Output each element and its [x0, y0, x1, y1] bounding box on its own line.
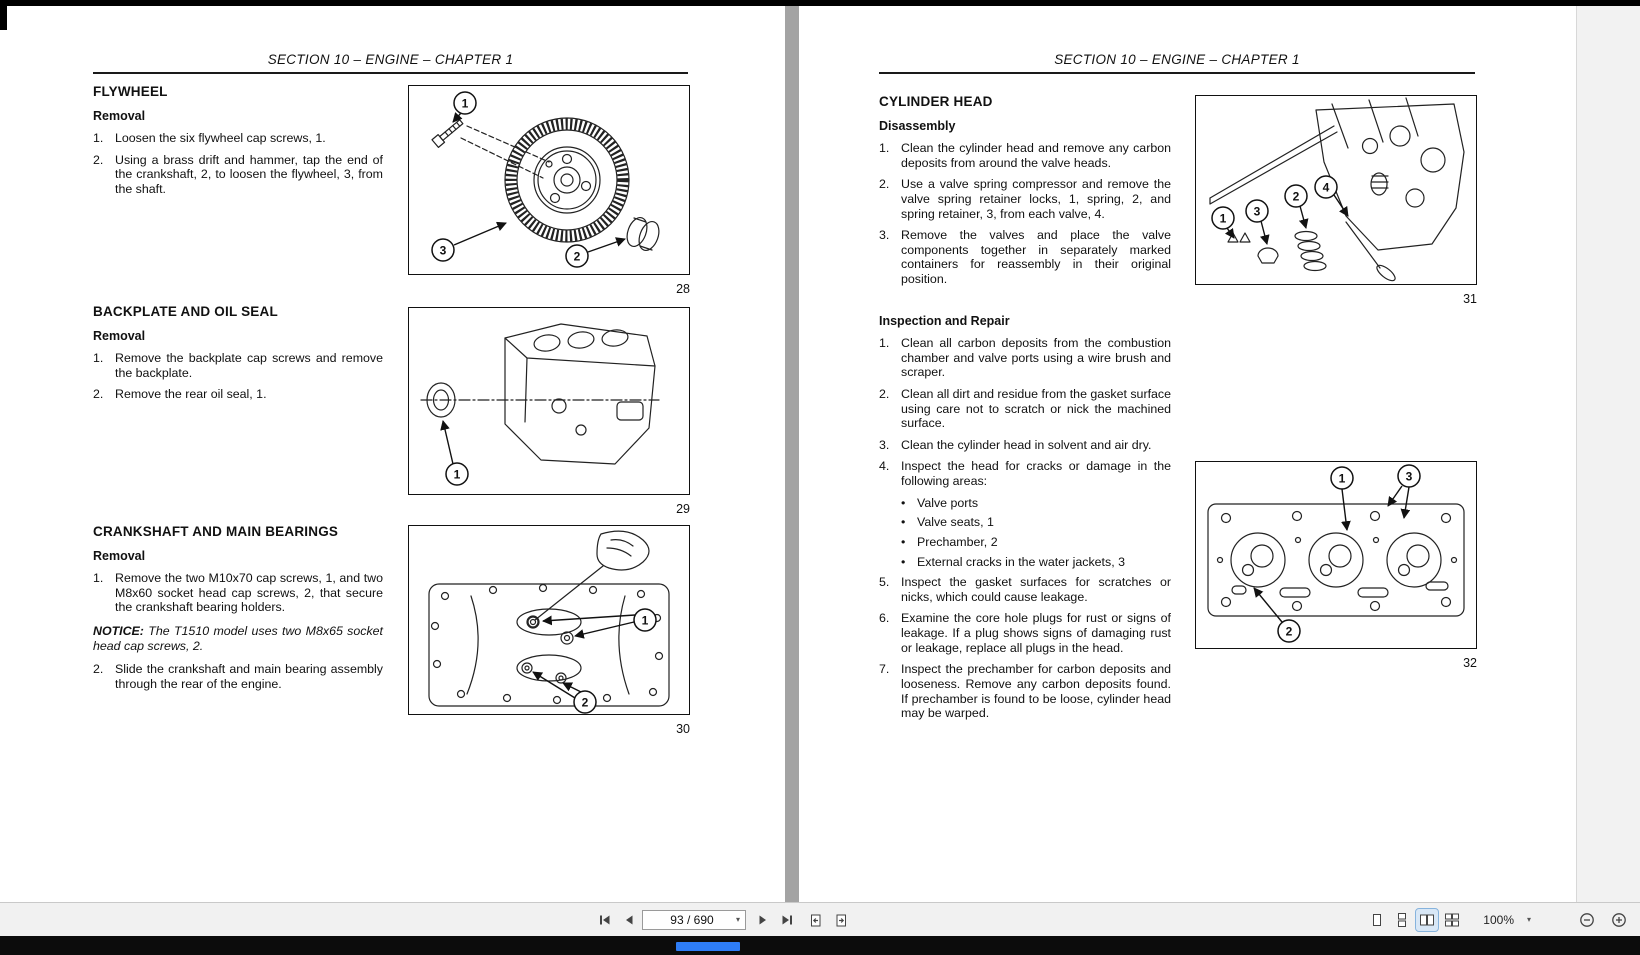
section-flywheel: [93, 84, 383, 204]
figure-number: 29: [676, 502, 690, 516]
zoom-level-value: 100%: [1483, 913, 1514, 927]
figure-frame: [1195, 461, 1477, 649]
callout-3-label: 3: [1253, 204, 1261, 219]
notice-paragraph: [93, 624, 383, 653]
list-item: 1. Remove the two M10x70 cap screws, 1, and two M8x60 socket head cap screws, 2, that secure the crankshaft bearing holders.: [93, 571, 383, 615]
callout-2-label: 2: [1285, 624, 1293, 639]
list-item: 1. Remove the backplate cap screws and remove the backplate.: [93, 351, 383, 380]
page-gap: [785, 6, 799, 902]
bullet-icon: •: [901, 554, 906, 569]
taskbar-strip: [0, 936, 1640, 955]
next-view-button[interactable]: [830, 909, 852, 931]
figure-frame: [1195, 95, 1477, 285]
page-number-value: 93 / 690: [670, 913, 714, 927]
list-item: 2. Slide the crankshaft and main bearing assembly through the rear of the engine.: [93, 662, 383, 691]
zoom-out-button[interactable]: [1576, 909, 1598, 931]
cap-screw-drawing: [432, 118, 464, 148]
callout-1-label: 1: [1219, 211, 1227, 226]
callout-2-label: 2: [573, 249, 581, 264]
figure-28-flywheel: [408, 85, 690, 296]
page-dropdown-caret-icon[interactable]: ▾: [735, 915, 740, 924]
flywheel-drawing: [409, 86, 688, 274]
list-item: 7. Inspect the prechamber for carbon deposits and looseness. Remove any carbon deposits found. If prechamber is found to be loose, cylinder head may be warped.: [879, 662, 1171, 721]
single-page-view-button[interactable]: [1366, 909, 1388, 931]
head-surface-drawing: [1196, 462, 1475, 648]
last-page-button[interactable]: [776, 909, 798, 931]
section-backplate-oil-seal: [93, 304, 383, 409]
pilot-cap-drawing: [623, 215, 662, 253]
callout-2-label: 2: [581, 695, 589, 710]
figure-number: 32: [1463, 656, 1477, 670]
page-number-input[interactable]: [642, 910, 746, 930]
list-item: 2. Clean all dirt and residue from the gasket surface using care not to scratch or nick the machined surface.: [879, 386, 1171, 431]
bullet-item: • Valve ports: [901, 495, 979, 510]
list-item: 1. Loosen the six flywheel cap screws, 1.: [93, 131, 326, 145]
facing-pages-view-icon: [1419, 912, 1435, 928]
figure-number: 31: [1463, 292, 1477, 306]
section-subtitle: Inspection and Repair: [879, 314, 1010, 328]
bullet-item: • Prechamber, 2: [901, 534, 998, 549]
cylinder-head-fragment: [1316, 104, 1464, 250]
continuous-view-button[interactable]: [1391, 909, 1413, 931]
previous-view-icon: [808, 913, 823, 928]
page-right: [799, 6, 1576, 902]
facing-pages-view-button[interactable]: [1416, 909, 1438, 931]
notice-text: The T1510 model uses two M8x65 socket head cap screws, 2.: [93, 623, 383, 653]
continuous-view-icon: [1394, 912, 1410, 928]
figure-31-valve-components: [1195, 95, 1477, 306]
callout-3-label: 3: [1405, 469, 1413, 484]
flywheel-gear: [505, 118, 629, 242]
section-subtitle: Removal: [93, 549, 146, 563]
window-top-edge: [0, 0, 1640, 6]
zoom-dropdown-button[interactable]: [1518, 909, 1540, 931]
list-item: 5. Inspect the gasket surfaces for scratches or nicks, which could cause leakage.: [879, 575, 1171, 604]
block-flange-drawing: [429, 584, 669, 706]
list-item: 4. Inspect the head for cracks or damage in the following areas:: [879, 459, 1171, 488]
engine-block-drawing: [505, 324, 655, 464]
section-subtitle: Removal: [93, 109, 146, 123]
figure-number: 30: [676, 722, 690, 736]
zoom-out-icon: [1579, 912, 1595, 928]
viewer-right-margin: [1576, 6, 1640, 902]
section-title: CRANKSHAFT AND MAIN BEARINGS: [93, 524, 339, 539]
previous-view-button[interactable]: [804, 909, 826, 931]
figure-number: 28: [676, 282, 690, 296]
header-rule: [879, 72, 1475, 74]
zoom-dropdown-caret-icon: ▾: [1526, 915, 1531, 924]
callout-1-label: 1: [641, 613, 649, 628]
callout-3-label: 3: [439, 243, 447, 258]
document-area: [0, 6, 1640, 902]
continuous-facing-view-button[interactable]: [1441, 909, 1463, 931]
bullet-icon: •: [901, 495, 906, 510]
single-page-view-icon: [1369, 912, 1385, 928]
running-header: SECTION 10 – ENGINE – CHAPTER 1: [1054, 52, 1300, 67]
section-cylinder-head: [879, 94, 1171, 294]
running-header: SECTION 10 – ENGINE – CHAPTER 1: [267, 52, 514, 67]
section-subtitle: Disassembly: [879, 119, 956, 133]
callout-1-label: 1: [461, 96, 469, 111]
figure-32-head-surface: [1195, 461, 1477, 670]
figure-frame: [408, 525, 690, 715]
next-page-icon: [756, 913, 770, 927]
figure-frame: [408, 85, 690, 275]
list-item: 1. Clean all carbon deposits from the combustion chamber and valve ports using a wire brush and scraper.: [879, 336, 1171, 380]
notice-label: NOTICE:: [93, 623, 144, 638]
list-item: 3. Clean the cylinder head in solvent and air dry.: [879, 437, 1152, 452]
oil-seal-drawing: [409, 308, 688, 494]
viewer-toolbar: [0, 902, 1640, 936]
first-page-icon: [598, 913, 612, 927]
callout-2-label: 2: [1292, 189, 1300, 204]
figure-30-crankshaft-bearings: [408, 525, 690, 736]
callout-4-label: 4: [1322, 180, 1330, 195]
header-rule: [93, 72, 688, 74]
section-title: CYLINDER HEAD: [879, 94, 993, 109]
list-item: 2. Using a brass drift and hammer, tap the end of the crankshaft, 2, to loosen the flywheel, 3, from the shaft.: [93, 152, 383, 196]
callout-1-label: 1: [1338, 471, 1346, 486]
bullet-icon: •: [901, 515, 906, 530]
window-left-edge: [0, 0, 7, 30]
bearing-holder-drawing: [409, 526, 688, 714]
list-item: 1. Clean the cylinder head and remove any carbon deposits from around the valve heads.: [879, 141, 1171, 170]
list-item: 6. Examine the core hole plugs for rust or signs of leakage. If a plug shows signs of damaging rust or leakage, replace all plugs in the head.: [879, 611, 1171, 655]
valve-spring-drawing: [1196, 96, 1475, 284]
last-page-icon: [780, 913, 794, 927]
head-outline: [1208, 504, 1464, 616]
valve-parts: [1228, 222, 1397, 283]
section-inspection-repair: [879, 314, 1171, 728]
next-page-button[interactable]: [752, 909, 774, 931]
section-title: BACKPLATE AND OIL SEAL: [93, 304, 278, 319]
figure-29-backplate-oil-seal: [408, 307, 690, 516]
callout-1-label: 1: [453, 467, 461, 482]
bullet-icon: •: [901, 534, 906, 549]
section-subtitle: Removal: [93, 329, 146, 343]
taskbar-accent: [676, 942, 740, 951]
continuous-facing-view-icon: [1444, 912, 1460, 928]
section-title: FLYWHEEL: [93, 84, 168, 99]
list-item: 3. Remove the valves and place the valve components together in separately marked containers for reassembly in their original position.: [879, 228, 1171, 286]
section-crankshaft-main-bearings: [93, 524, 383, 698]
figure-frame: [408, 307, 690, 495]
bullet-list: [901, 496, 1171, 570]
zoom-in-icon: [1611, 912, 1627, 928]
page-left: [8, 6, 785, 902]
bullet-item: • External cracks in the water jackets, 3: [901, 554, 1125, 569]
first-page-button[interactable]: [594, 909, 616, 931]
bullet-item: • Valve seats, 1: [901, 515, 994, 530]
list-item: 2. Use a valve spring compressor and remove the valve spring retainer locks, 1, spring, 2, and spring retainer, 3, from each valve, 4.: [879, 177, 1171, 221]
zoom-in-button[interactable]: [1608, 909, 1630, 931]
list-item: 2. Remove the rear oil seal, 1.: [93, 387, 267, 402]
previous-page-button[interactable]: [618, 909, 640, 931]
previous-page-icon: [622, 913, 636, 927]
hand-with-wrench-drawing: [528, 531, 649, 627]
next-view-icon: [834, 913, 849, 928]
